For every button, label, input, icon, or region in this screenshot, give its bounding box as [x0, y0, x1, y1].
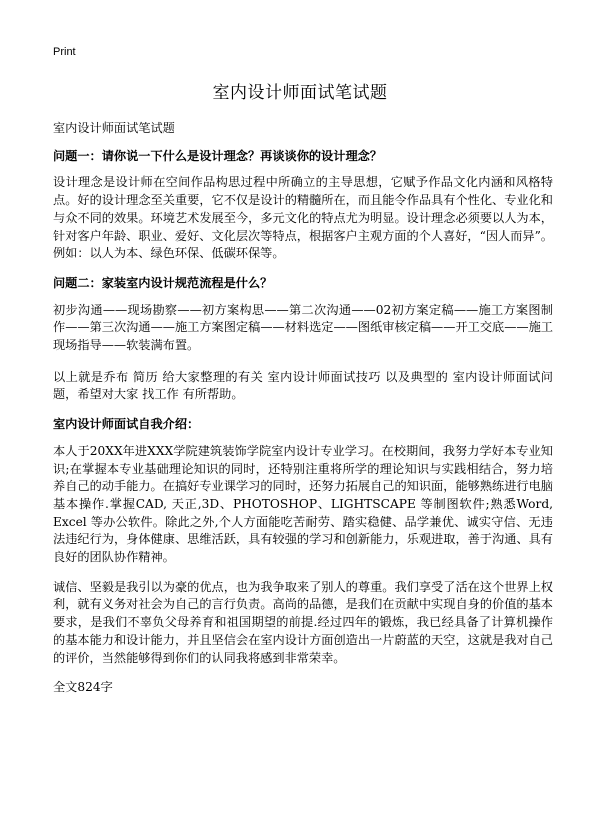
document-body — [53, 120, 553, 697]
document-title: 室内设计师面试笔试题 — [212, 83, 388, 103]
print-link[interactable]: Print — [53, 46, 76, 58]
question-1-heading: 问题一：请你说一下什么是设计理念？再谈谈你的设计理念？ — [53, 148, 383, 163]
question-2-answer: 初步沟通——现场勘察——初方案构思——第二次沟通——02初方案定稿——施工方案图制作——第三次沟通——施工方案图定稿——材料选定——图纸审核定稿——开工交底——施工现场指导——软装满布置。 — [53, 302, 553, 353]
question-2-heading: 问题二：家装室内设计规范流程是什么？ — [53, 275, 273, 290]
word-count: 全文824字 — [53, 680, 113, 695]
self-intro-heading: 室内设计师面试自我介绍： — [53, 417, 200, 432]
self-intro-paragraph-2: 诚信、坚毅是我引以为豪的优点，也为我争取来了别人的尊重。我们享受了活在这个世界上权利，就有义务对社会为自己的言行负责。高尚的品德，是我们在贡献中实现自身的价值的基本要求，是我们不辜负父母养育和祖国期望的前提.经过四年的锻炼，我已经具备了计算机操作的基本能力和设计能力，并且坚信会在室内设计方面创造出一片蔚蓝的天空，这就是我对自己的评价，当然能够得到你们的认同我将感到非常荣幸。 — [53, 579, 553, 665]
subtitle: 室内设计师面试笔试题 — [53, 121, 175, 135]
self-intro-paragraph-1: 本人于20XX年进XXX学院建筑装饰学院室内设计专业学习。在校期间，我努力学好本专业知识;在掌握本专业基础理论知识的同时，还特别注重将所学的理论知识与实践相结合，努力培养自己的动手能力。在搞好专业课学习的同时，还努力拓展自己的知识面，能够熟练进行电脑基本操作.掌握CAD, 天正,3D、PHOTOSHOP、LIGHTSCAPE 等制图软件;熟悉Word, Excel 等办公软件。除此之外,个人方面能吃苦耐劳、踏实稳健、品学兼优、诚实守信、无违法违纪行为，身体健康、思维活跃，具有较强的学习和创新能力，乐观进取，善于沟通、具有良好的团队协作精神。 — [53, 443, 553, 565]
summary-paragraph: 以上就是乔布 简历 给大家整理的有关 室内设计师面试技巧 以及典型的 室内设计师面试问题，希望对大家 找工作 有所帮助。 — [53, 369, 553, 402]
question-1-answer: 设计理念是设计师在空间作品构思过程中所确立的主导思想，它赋予作品文化内涵和风格特点。好的设计理念至关重要，它不仅是设计的精髓所在，而且能令作品具有个性化、专业化和与众不同的效果。环境艺术发展至今，多元文化的特点尤为明显。设计理念必须要以人为本，针对客户年龄、职业、爱好、文化层次等特点，根据客户主观方面的个人喜好，“因人而异”。例如：以人为本、绿色环保、低碳环保等。 — [53, 175, 553, 261]
